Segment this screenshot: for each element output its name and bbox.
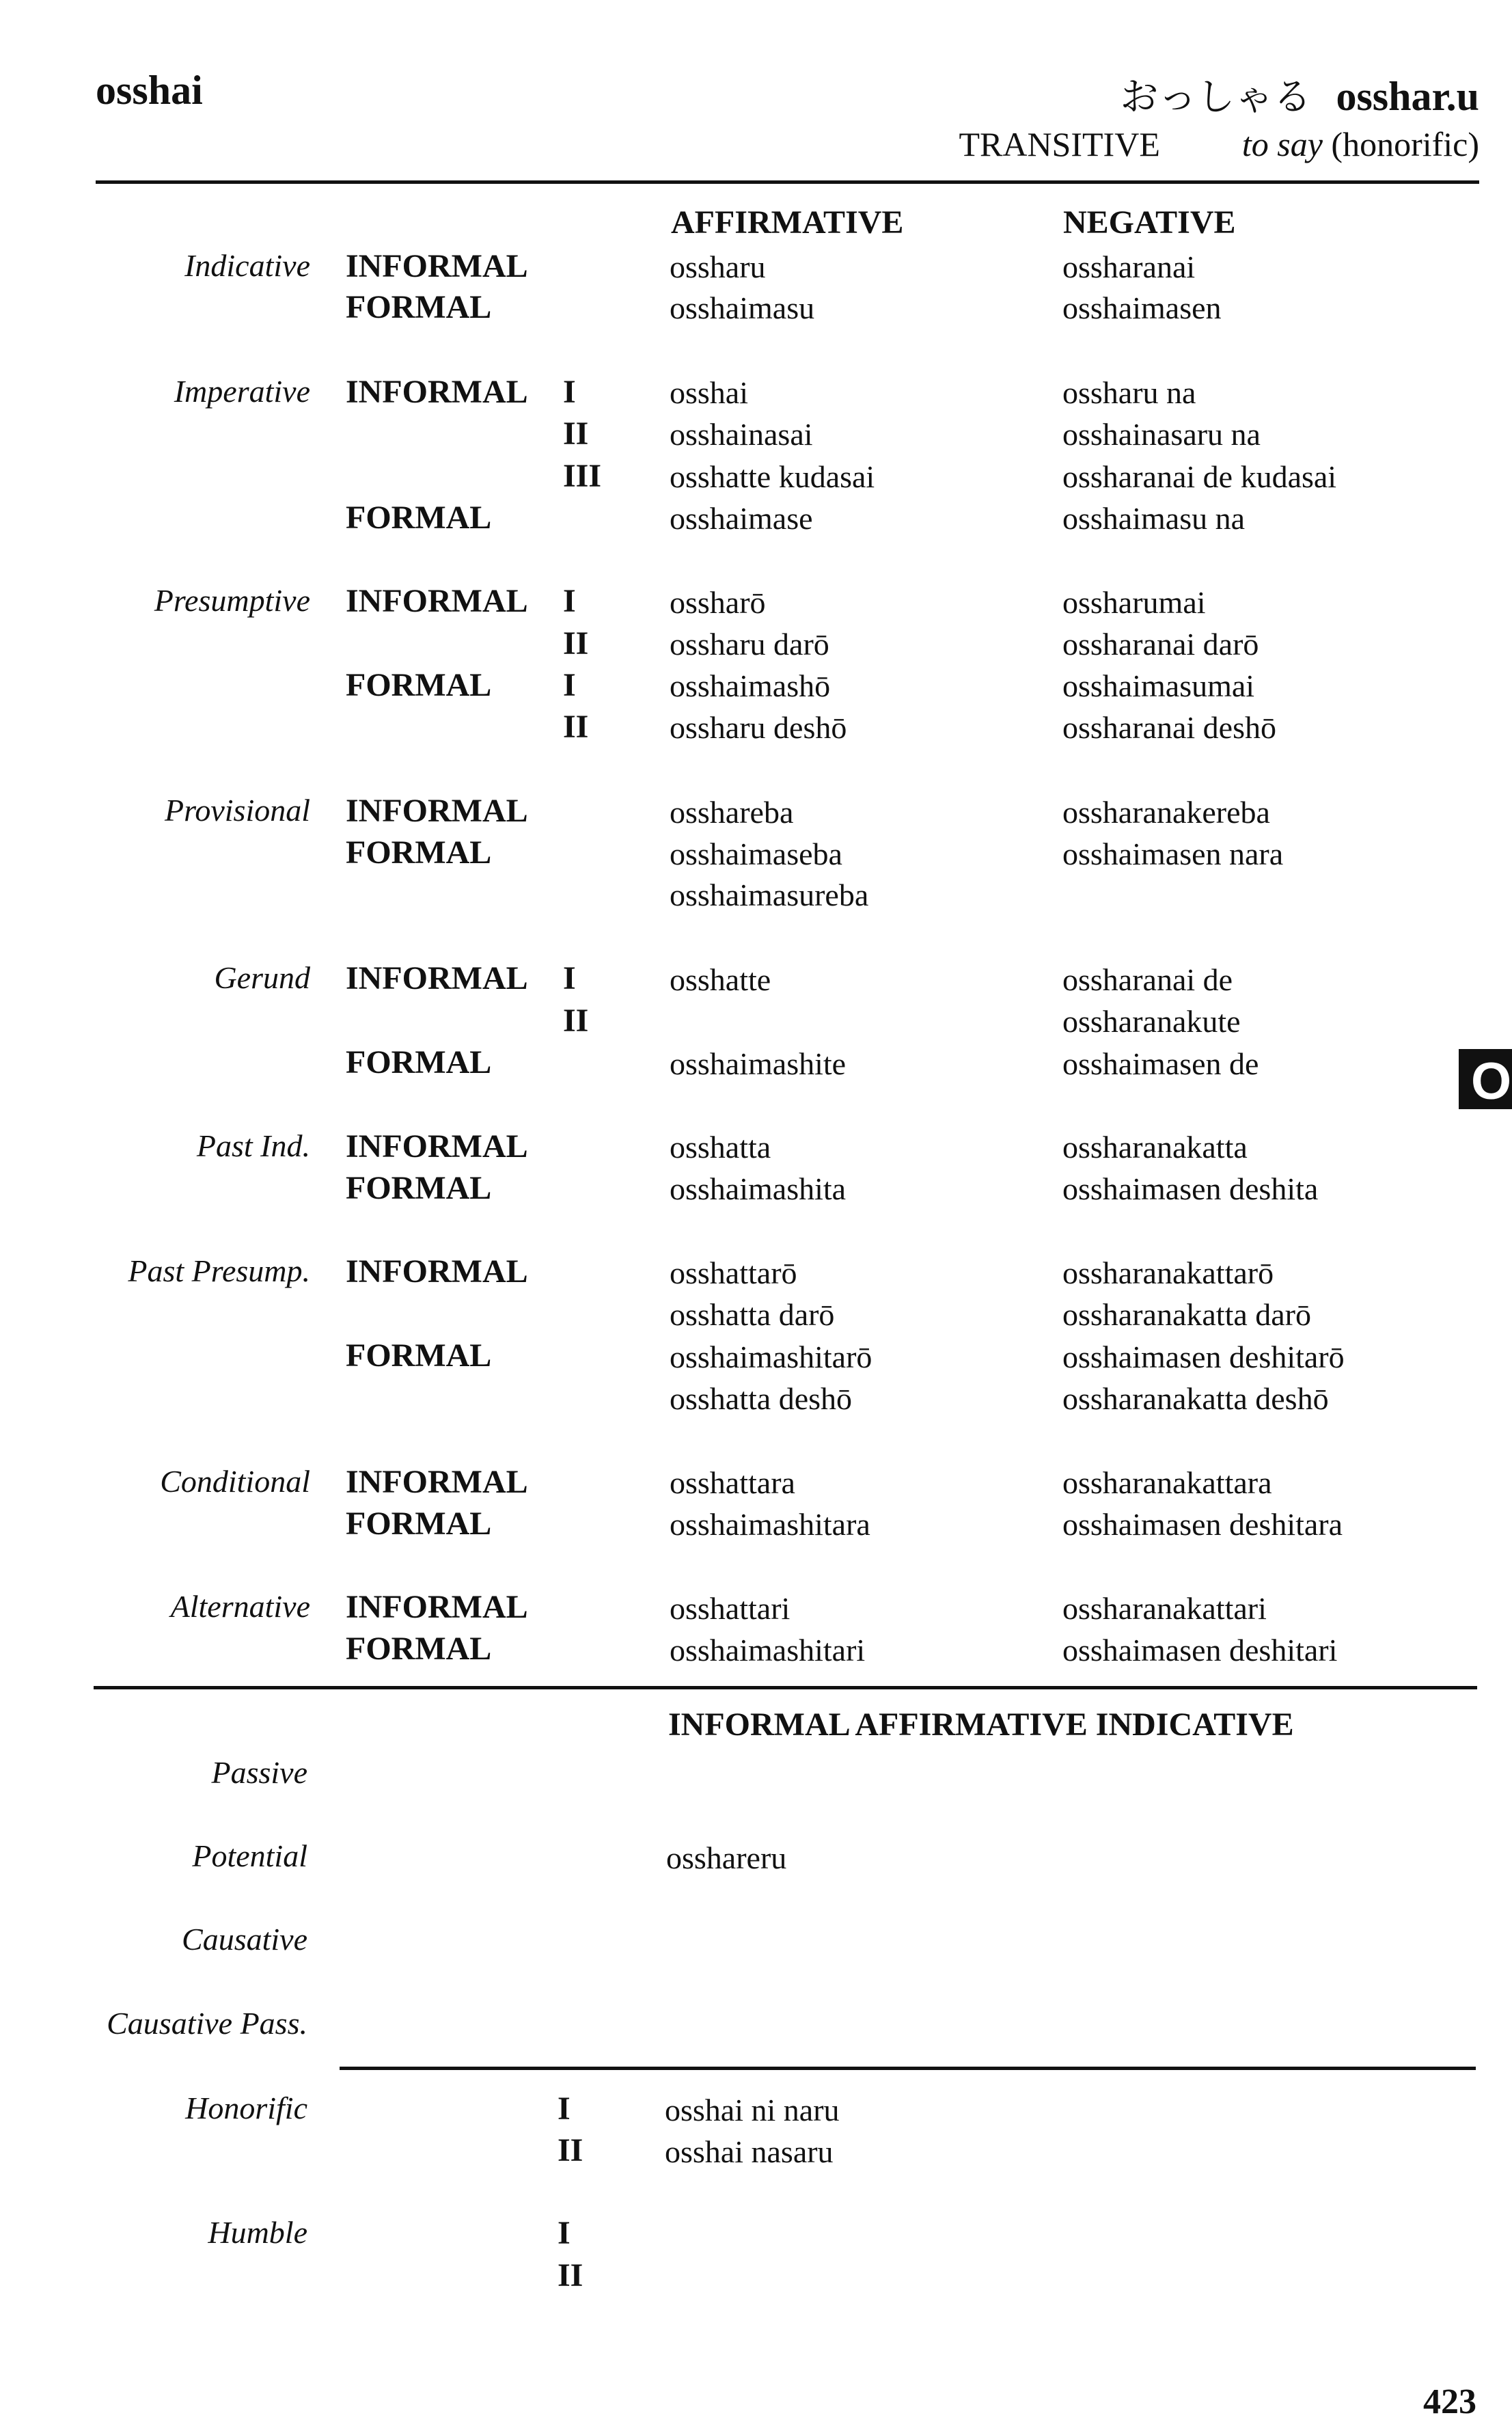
form-cell: osshaimashita	[670, 1171, 847, 1206]
form-cell: ossharanakereba	[1062, 795, 1270, 830]
headword-kana: おっしゃる	[1120, 75, 1312, 120]
lower-rule	[340, 2067, 1476, 2070]
form-cell: osshaimaseba	[670, 836, 842, 871]
form-cell: ossharanai	[1062, 249, 1196, 284]
form-cell: osshaimasen deshitari	[1062, 1633, 1338, 1668]
verb-info	[959, 124, 1479, 164]
level-informal: INFORMAL	[346, 1128, 528, 1165]
cat-presumptive: Presumptive	[154, 583, 310, 618]
cat-causative-pass: Causative Pass.	[107, 2006, 307, 2041]
form-cell: ossharanakatta darō	[1062, 1297, 1312, 1332]
level-formal: FORMAL	[346, 500, 492, 536]
form-cell: ossharanakattari	[1062, 1591, 1267, 1626]
level-formal: FORMAL	[346, 1170, 492, 1206]
form-cell: osshattari	[670, 1591, 791, 1626]
form-cell: ossharumai	[1062, 585, 1206, 620]
form-cell: ossharanai de kudasai	[1062, 459, 1337, 494]
level-formal: FORMAL	[346, 289, 492, 325]
form-cell: osshatta darō	[670, 1297, 835, 1332]
form-cell: osshainasaru na	[1062, 417, 1261, 452]
form-cell: osshaimashitari	[670, 1633, 866, 1668]
top-rule	[96, 180, 1479, 184]
form-cell: osshaimashitara	[670, 1507, 870, 1542]
level-informal: INFORMAL	[346, 960, 528, 996]
form-cell: osshattara	[670, 1465, 795, 1500]
level-formal: FORMAL	[346, 667, 492, 703]
level-formal: FORMAL	[346, 1506, 492, 1542]
form-cell: osshaimasureba	[670, 877, 869, 912]
numeral: III	[563, 458, 602, 494]
form-cell: osshaimashite	[670, 1046, 847, 1081]
level-formal: FORMAL	[346, 1631, 492, 1667]
section-heading: INFORMAL AFFIRMATIVE INDICATIVE	[668, 1706, 1294, 1743]
cat-gerund: Gerund	[214, 960, 310, 995]
cat-conditional: Conditional	[160, 1464, 310, 1499]
col-affirmative: AFFIRMATIVE	[671, 204, 904, 241]
meaning-note: (honorific)	[1331, 125, 1479, 163]
form-cell: osshaimasu	[670, 290, 815, 325]
cat-causative: Causative	[182, 1922, 307, 1957]
form-cell: osshareba	[670, 795, 794, 830]
numeral: I	[558, 2091, 571, 2127]
form-cell: ossharanakattarō	[1062, 1255, 1274, 1290]
headword	[1120, 67, 1479, 122]
form-cell: ossharanai de	[1062, 962, 1233, 997]
thumb-index-tab	[1459, 1049, 1512, 1109]
level-informal: INFORMAL	[346, 374, 528, 410]
form-cell: osshaimashō	[670, 668, 831, 703]
form-cell: osshaimasen de	[1062, 1046, 1259, 1081]
form-cell: osshatta	[670, 1130, 771, 1165]
form-cell: osshai	[670, 375, 748, 410]
form-cell: osshai nasaru	[665, 2134, 834, 2169]
col-negative: NEGATIVE	[1063, 204, 1236, 241]
form-cell: osshaimashitarō	[670, 1339, 872, 1374]
transitivity: TRANSITIVE	[959, 125, 1160, 163]
cat-honorific: Honorific	[185, 2091, 307, 2125]
form-cell: osshaimasen deshitarō	[1062, 1339, 1345, 1374]
form-cell: osshatte kudasai	[670, 459, 875, 494]
form-cell: osshatta deshō	[670, 1381, 853, 1416]
numeral: II	[563, 625, 589, 662]
cat-potential: Potential	[192, 1838, 307, 1873]
form-cell: osshaimasen deshita	[1062, 1171, 1319, 1206]
form-cell: ossharanakattara	[1062, 1465, 1272, 1500]
headword-stem: osshai	[96, 68, 203, 113]
form-cell: ossharu darō	[670, 627, 829, 662]
level-informal: INFORMAL	[346, 248, 528, 284]
numeral: I	[563, 960, 576, 996]
form-cell: ossharanai deshō	[1062, 710, 1276, 745]
numeral: I	[563, 374, 576, 410]
level-informal: INFORMAL	[346, 793, 528, 829]
level-informal: INFORMAL	[346, 583, 528, 619]
numeral: I	[563, 583, 576, 619]
form-cell: osshaimase	[670, 501, 813, 536]
form-cell: ossharu deshō	[670, 710, 847, 745]
level-informal: INFORMAL	[346, 1589, 528, 1625]
numeral: II	[563, 709, 589, 745]
numeral: II	[563, 416, 589, 452]
form-cell: ossharanakatta deshō	[1062, 1381, 1329, 1416]
cat-passive: Passive	[211, 1755, 307, 1790]
cat-provisional: Provisional	[165, 793, 310, 828]
page-number: 423	[1423, 2382, 1476, 2421]
form-cell: ossharu na	[1062, 375, 1196, 410]
numeral: II	[563, 1003, 589, 1039]
headword-romaji: osshar.u	[1336, 74, 1479, 119]
level-informal: INFORMAL	[346, 1464, 528, 1500]
form-cell: osshareru	[666, 1840, 787, 1875]
form-cell: osshai ni naru	[665, 2093, 840, 2127]
level-formal: FORMAL	[346, 834, 492, 871]
form-cell: ossharanakute	[1062, 1004, 1241, 1039]
cat-alternative: Alternative	[170, 1589, 310, 1624]
thumb-index-letter: O	[1471, 1052, 1512, 1111]
form-cell: osshatte	[670, 962, 771, 997]
meaning: to say	[1241, 125, 1323, 163]
form-cell: osshaimasen deshitara	[1062, 1507, 1343, 1542]
form-cell: osshaimasen	[1062, 290, 1222, 325]
form-cell: osshattarō	[670, 1255, 797, 1290]
form-cell: ossharu	[670, 249, 766, 284]
mid-rule	[94, 1686, 1477, 1689]
cat-humble: Humble	[208, 2215, 307, 2250]
form-cell: osshaimasen nara	[1062, 836, 1284, 871]
form-cell: ossharanakatta	[1062, 1130, 1248, 1165]
form-cell: ossharanai darō	[1062, 627, 1259, 662]
numeral: I	[563, 667, 576, 703]
form-cell: osshaimasumai	[1062, 668, 1255, 703]
level-informal: INFORMAL	[346, 1253, 528, 1290]
cat-past-ind: Past Ind.	[196, 1128, 310, 1163]
level-formal: FORMAL	[346, 1337, 492, 1374]
level-formal: FORMAL	[346, 1044, 492, 1080]
numeral: II	[558, 2132, 583, 2168]
numeral: II	[558, 2257, 583, 2294]
form-cell: ossharō	[670, 585, 766, 620]
form-cell: osshainasai	[670, 417, 813, 452]
numeral: I	[558, 2215, 571, 2251]
cat-indicative: Indicative	[184, 248, 310, 283]
cat-imperative: Imperative	[174, 374, 310, 409]
cat-past-presump: Past Presump.	[128, 1253, 310, 1288]
form-cell: osshaimasu na	[1062, 501, 1246, 536]
